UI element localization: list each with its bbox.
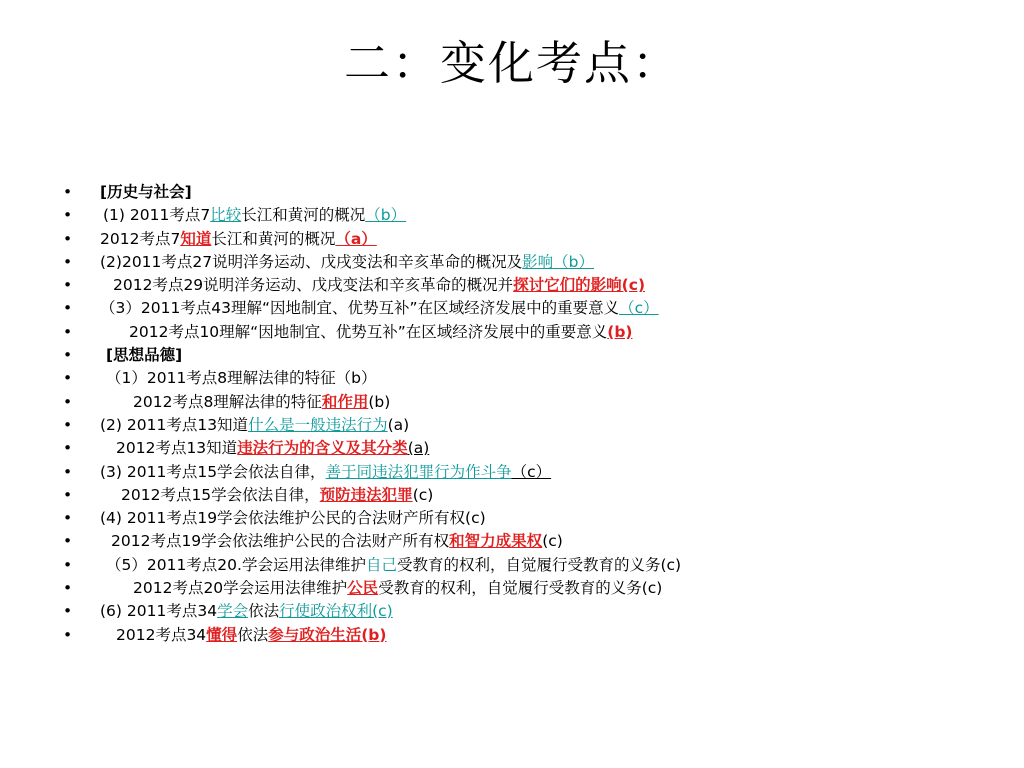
bullet-item <box>63 204 1003 227</box>
bullet-dot-icon: • <box>63 392 73 411</box>
bullet-text <box>133 577 662 600</box>
slide-title: 二：变化考点： <box>344 36 680 90</box>
bullet-dot-icon: • <box>63 369 73 388</box>
text-segment: 依法 <box>237 625 269 644</box>
bullet-text <box>100 600 393 623</box>
text-segment: 预防违法犯罪 <box>319 485 413 504</box>
bullet-text <box>106 344 182 367</box>
bullet-dot-icon: • <box>63 322 73 341</box>
bullet-dot-icon: • <box>63 509 73 528</box>
text-segment: （3）2011考点43理解“因地制宜、优势互补”在区域经济发展中的重要意义 <box>100 299 620 318</box>
bullet-text <box>116 437 429 460</box>
text-segment: 长江和黄河的概况 <box>241 206 366 225</box>
text-segment: 和智力成果权 <box>449 532 543 551</box>
text-segment: 2012考点19学会依法维护公民的合法财产所有权 <box>111 532 450 551</box>
text-segment: [思想品德] <box>106 346 183 365</box>
bullet-item <box>63 577 1003 600</box>
bullet-item <box>63 181 1003 204</box>
bullet-dot-icon: • <box>63 439 73 458</box>
bullet-item <box>63 437 1003 460</box>
text-segment: (6) 2011考点34 <box>100 602 218 621</box>
bullet-item <box>63 414 1003 437</box>
bullet-item <box>63 554 1003 577</box>
text-segment: (a) <box>407 439 430 458</box>
bullet-text <box>100 461 551 484</box>
bullet-dot-icon: • <box>63 183 73 201</box>
bullet-text <box>121 484 433 507</box>
bullet-text <box>100 507 486 530</box>
text-segment: （5）2011考点20.学会运用法律维护 <box>106 555 366 574</box>
text-segment: 受教育的权利，自觉履行受教育的义务(c) <box>396 555 682 574</box>
text-segment: (c) <box>412 485 434 504</box>
text-segment: （c） <box>619 299 659 318</box>
bullet-text <box>113 274 645 297</box>
bullet-dot-icon: • <box>63 346 73 365</box>
bullet-dot-icon: • <box>63 462 73 481</box>
text-segment: 2012考点10理解“因地制宜、优势互补”在区域经济发展中的重要意义 <box>129 322 608 341</box>
bullet-text <box>103 204 406 227</box>
bullet-text <box>133 391 390 414</box>
bullet-item <box>63 484 1003 507</box>
bullet-text <box>100 251 594 274</box>
text-segment: 违法行为的含义及其分类 <box>237 439 408 458</box>
text-segment: 知道 <box>180 229 212 248</box>
text-segment: 懂得 <box>206 625 238 644</box>
text-segment: 2012考点20学会运用法律维护 <box>133 579 348 598</box>
text-segment: (b) <box>607 322 633 341</box>
text-segment: (4) 2011考点19学会依法维护公民的合法财产所有权(c) <box>100 509 486 528</box>
bullet-item <box>63 530 1003 553</box>
bullet-item <box>63 461 1003 484</box>
bullet-dot-icon: • <box>63 299 73 318</box>
bullet-item <box>63 251 1003 274</box>
bullet-text <box>111 530 563 553</box>
text-segment: (c) <box>542 532 563 551</box>
text-segment: (b) <box>368 392 391 411</box>
text-segment: 行使政治权利(c) <box>279 602 393 621</box>
bullet-dot-icon: • <box>63 555 73 574</box>
bullet-text <box>116 624 386 647</box>
bullet-dot-icon: • <box>63 485 73 504</box>
bullet-text <box>100 181 192 204</box>
text-segment: 善于同违法犯罪行为作斗争 <box>325 462 512 481</box>
text-segment: （1）2011考点8理解法律的特征（b） <box>106 369 377 388</box>
text-segment: (2)2011考点27说明洋务运动、戊戌变法和辛亥革命的概况及 <box>100 252 523 271</box>
text-segment: 公民 <box>347 579 379 598</box>
text-segment: 2012考点34 <box>116 625 207 644</box>
text-segment: 2012考点7 <box>100 229 181 248</box>
bullet-item <box>63 600 1003 623</box>
bullet-item <box>63 274 1003 297</box>
text-segment: 长江和黄河的概况 <box>211 229 336 248</box>
bullet-item <box>63 367 1003 390</box>
bullet-text <box>106 554 681 577</box>
bullet-dot-icon: • <box>63 625 73 644</box>
text-segment: 比较 <box>210 206 242 225</box>
bullet-dot-icon: • <box>63 229 73 248</box>
text-segment: 受教育的权利，自觉履行受教育的义务(c) <box>378 579 663 598</box>
text-segment: 2012考点8理解法律的特征 <box>133 392 322 411</box>
text-segment: 自己 <box>365 555 397 574</box>
bullet-text <box>106 367 377 390</box>
text-segment: 和作用 <box>321 392 369 411</box>
text-segment: （b） <box>365 206 407 225</box>
bullet-text <box>100 297 659 320</box>
bullet-dot-icon: • <box>63 252 73 271</box>
text-segment: 2012考点15学会依法自律， <box>121 485 320 504</box>
bullet-item <box>63 391 1003 414</box>
text-segment: (1) 2011考点7 <box>103 206 211 225</box>
text-segment: 探讨它们的影响(c) <box>513 276 646 295</box>
bullet-item <box>63 344 1003 367</box>
text-segment: （a） <box>335 229 377 248</box>
text-segment: (2) 2011考点13知道 <box>100 415 249 434</box>
text-segment: 2012考点29说明洋务运动、戊戌变法和辛亥革命的概况并 <box>113 276 514 295</box>
bullet-list <box>63 181 1003 647</box>
bullet-dot-icon: • <box>63 415 73 434</box>
text-segment: (a) <box>387 415 410 434</box>
text-segment: （c） <box>511 462 552 481</box>
text-segment: 2012考点13知道 <box>116 439 238 458</box>
text-segment: 学会 <box>217 602 249 621</box>
bullet-item <box>63 297 1003 320</box>
bullet-dot-icon: • <box>63 579 73 598</box>
text-segment: 依法 <box>248 602 280 621</box>
bullet-dot-icon: • <box>63 276 73 295</box>
text-segment: 影响（b） <box>522 252 594 271</box>
bullet-item <box>63 507 1003 530</box>
bullet-item <box>63 624 1003 647</box>
text-segment: [历史与社会] <box>100 183 192 201</box>
bullet-item <box>63 321 1003 344</box>
bullet-dot-icon: • <box>63 602 73 621</box>
text-segment: 参与政治生活(b) <box>268 625 387 644</box>
text-segment: (3) 2011考点15学会依法自律， <box>100 462 326 481</box>
bullet-dot-icon: • <box>63 206 73 225</box>
text-segment: 什么是一般违法行为 <box>248 415 388 434</box>
bullet-text <box>129 321 633 344</box>
bullet-text <box>100 414 409 437</box>
bullet-dot-icon: • <box>63 532 73 551</box>
bullet-item <box>63 228 1003 251</box>
bullet-text <box>100 228 377 251</box>
